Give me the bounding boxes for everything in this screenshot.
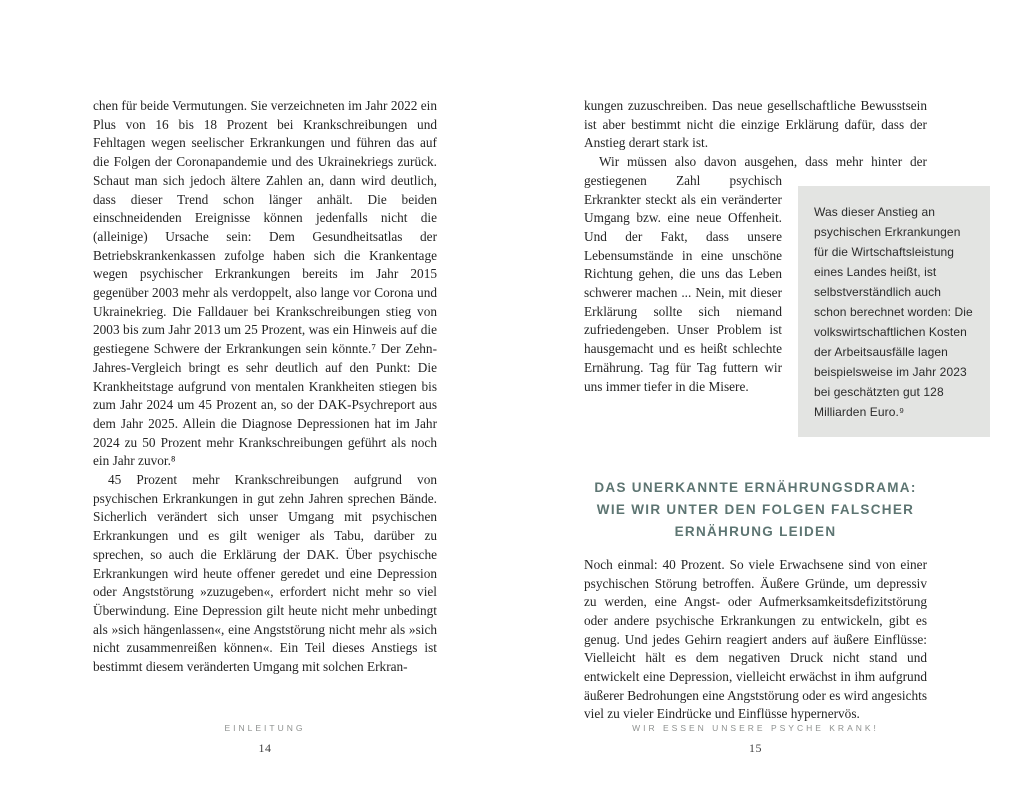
margin-note-box — [798, 186, 990, 437]
left-page-text-column — [93, 97, 437, 677]
paragraph-text-before-note: Wir müssen also davon ausgehen, dass mehr hinter der — [599, 154, 927, 170]
left-page-paragraph-2: 45 Prozent mehr Krankschreibungen aufgrund von psychischen Erkrankungen in gut zehn Jahren sprechen Bände. Sicherlich verändert sich unser Umgang mit psychischen Erkrankungen und es gilt weniger als Tabu, darüber zu sprechen, so auch die Erklärung der DAK. Über psychische Erkrankungen wird heute offener geredet und eine Depression oder Angststörung »zuzugeben«, erfordert nicht mehr so viel Überwindung. Eine Depression gilt heute nicht mehr unbedingt als »sich hängenlassen«, eine Angststörung nicht mehr als »sich nicht zusammenreißen können«. Ein Teil dieses Anstiegs ist bestimmt diesem veränderten Umgang mit solchen Erkran- — [93, 472, 437, 675]
section-heading-line: WIE WIR UNTER DEN FOLGEN FALSCHER — [596, 501, 915, 517]
page-number-right: 15 — [749, 741, 762, 755]
section-heading — [584, 447, 927, 543]
right-page-paragraph-1: kungen zuzuschreiben. Das neue gesellschaftliche Bewusstsein ist aber bestimmt nicht die einzige Erklärung dafür, dass der Anstieg derart stark ist. — [584, 98, 927, 151]
paragraph-text-after-note: gestiegenen Zahl psychisch Erkrankter steckt als ein veränderter Umgang bzw. eine neue Offenheit. Und der Fakt, dass unsere Lebensumstände in eine unschöne Richtung gehen, die uns das Leben schwerer machen ... Nein, mit dieser Erklärung sollte sich niemand zufriedengeben. Unser Problem ist hausgemacht und es heißt schlechte Ernährung. Tag für Tag futtern wir uns immer tiefer in die Misere. — [584, 172, 782, 394]
right-page-text-column — [584, 97, 973, 724]
left-page-paragraph-1: chen für beide Vermutungen. Sie verzeichneten im Jahr 2022 ein Plus von 16 bis 18 Prozent bei Krankschreibungen und Fehltagen wegen seelischer Erkrankungen und führen das auf die Folgen der Coronapandemie und des Ukrainekriegs zurück. Schaut man sich jedoch ältere Zahlen an, dann wird deutlich, dass dieser Trend schon länger anhält. Die beiden einschneidenden Ereignisse können jedenfalls nicht die (alleinige) Ursache sein: Dem Gesundheitsatlas der Betriebskrankenkassen zufolge haben sich die Krankentage wegen psychischer Erkrankungen bereits im Jahr 2015 gegenüber 2003 mehr als verdoppelt, also lange vor Corona und Ukrainekrieg. Die Falldauer bei Krankschreibungen stieg von 2003 bis zum Jahr 2013 um 25 Prozent, was ein Hinweis auf die gestiegene Schwere der Erkrankungen sein könnte.⁷ Der Zehn-Jahres-Vergleich bringt es sehr deutlich auf den Punkt: Die Krankheitstage aufgrund von mentalen Krankheiten stiegen bis zum Jahr 2024 um 45 Prozent an, so der DAK-Psychreport aus dem Jahr 2025. Allein die Diagnose Depressionen hat im Jahr 2024 zu 50 Prozent mehr Krankschreibungen geführt als noch ein Jahr zuvor.⁸ — [93, 98, 437, 469]
section-heading-line: ERNÄHRUNG LEIDEN — [674, 523, 837, 539]
margin-note-text: Was dieser Anstieg an psychischen Erkrankungen für die Wirtschaftsleistung eines Landes heißt, ist selbstverständlich auch schon berechnet worden: Die volkswirtschaftlichen Kosten der Arbeitsausfälle lagen beispielsweise im Jahr 2023 bei geschätzten gut 128 Milliarden Euro.⁹ — [814, 204, 973, 419]
left-page-footer — [93, 723, 437, 756]
section-heading-line: DAS UNERKANNTE ERNÄHRUNGSDRAMA: — [594, 479, 917, 495]
page-number-left: 14 — [258, 741, 272, 755]
running-footer-chapter: WIR ESSEN UNSERE PSYCHE KRANK! — [632, 723, 879, 733]
right-page-paragraph-3: Noch einmal: 40 Prozent. So viele Erwachsene sind von einer psychischen Störung betroffen. Äußere Gründe, um depressiv zu werden, eine Angst- oder Aufmerksamkeitsdefizitstörung oder andere psychische Erkrankungen zu entwickeln, gibt es genug. Und jedes Gehirn reagiert anders auf äußere Einflüsse: Vielleicht hält es dem negativen Druck nicht stand und entwickelt eine Depression, vielleicht erwächst in ihm aufgrund äußerer Bedrohungen eine Angststörung oder es wird angesichts viel zu vieler Eindrücke und Einflüsse hypernervös. — [584, 556, 927, 722]
right-page-paragraph-2 — [584, 153, 973, 419]
right-page-footer — [584, 723, 927, 756]
running-footer-section: EINLEITUNG — [224, 723, 306, 733]
